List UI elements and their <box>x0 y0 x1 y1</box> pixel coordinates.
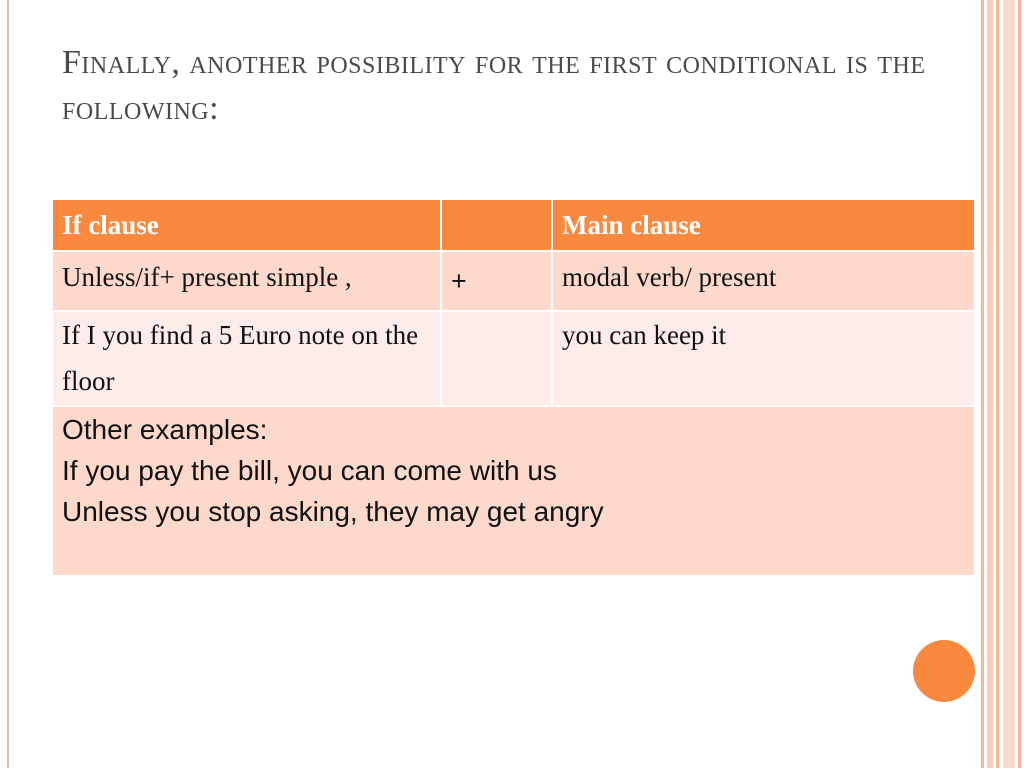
right-stripe-4 <box>1003 0 1015 768</box>
examples-row <box>52 406 975 576</box>
slide-title: Finally, another possibility for the first conditional is the following: <box>62 44 926 127</box>
header-if-clause: If clause <box>52 199 441 251</box>
examples-heading: Other examples: <box>62 414 268 445</box>
right-stripe-2 <box>987 0 993 768</box>
table-header-row <box>52 199 975 251</box>
right-stripe-1 <box>981 0 984 768</box>
example-line: If you pay the bill, you can come with us <box>62 455 557 486</box>
table-row <box>52 311 975 406</box>
header-connector <box>441 199 552 251</box>
conditional-table <box>51 198 976 577</box>
decorative-circle <box>913 640 975 702</box>
right-stripe-5 <box>1018 0 1021 768</box>
right-stripe-3 <box>996 0 999 768</box>
header-main-clause: Main clause <box>552 199 975 251</box>
cell-main-clause: modal verb/ present <box>552 251 975 311</box>
left-border-line <box>7 0 9 768</box>
cell-if-clause: Unless/if+ present simple , <box>52 251 441 311</box>
table-row <box>52 251 975 311</box>
example-line: Unless you stop asking, they may get angry <box>62 496 604 527</box>
cell-connector <box>441 311 552 406</box>
cell-main-clause: you can keep it <box>552 311 975 406</box>
examples-cell <box>52 406 975 576</box>
cell-connector: + <box>441 251 552 311</box>
cell-if-clause: If I you find a 5 Euro note on the floor <box>52 311 441 406</box>
